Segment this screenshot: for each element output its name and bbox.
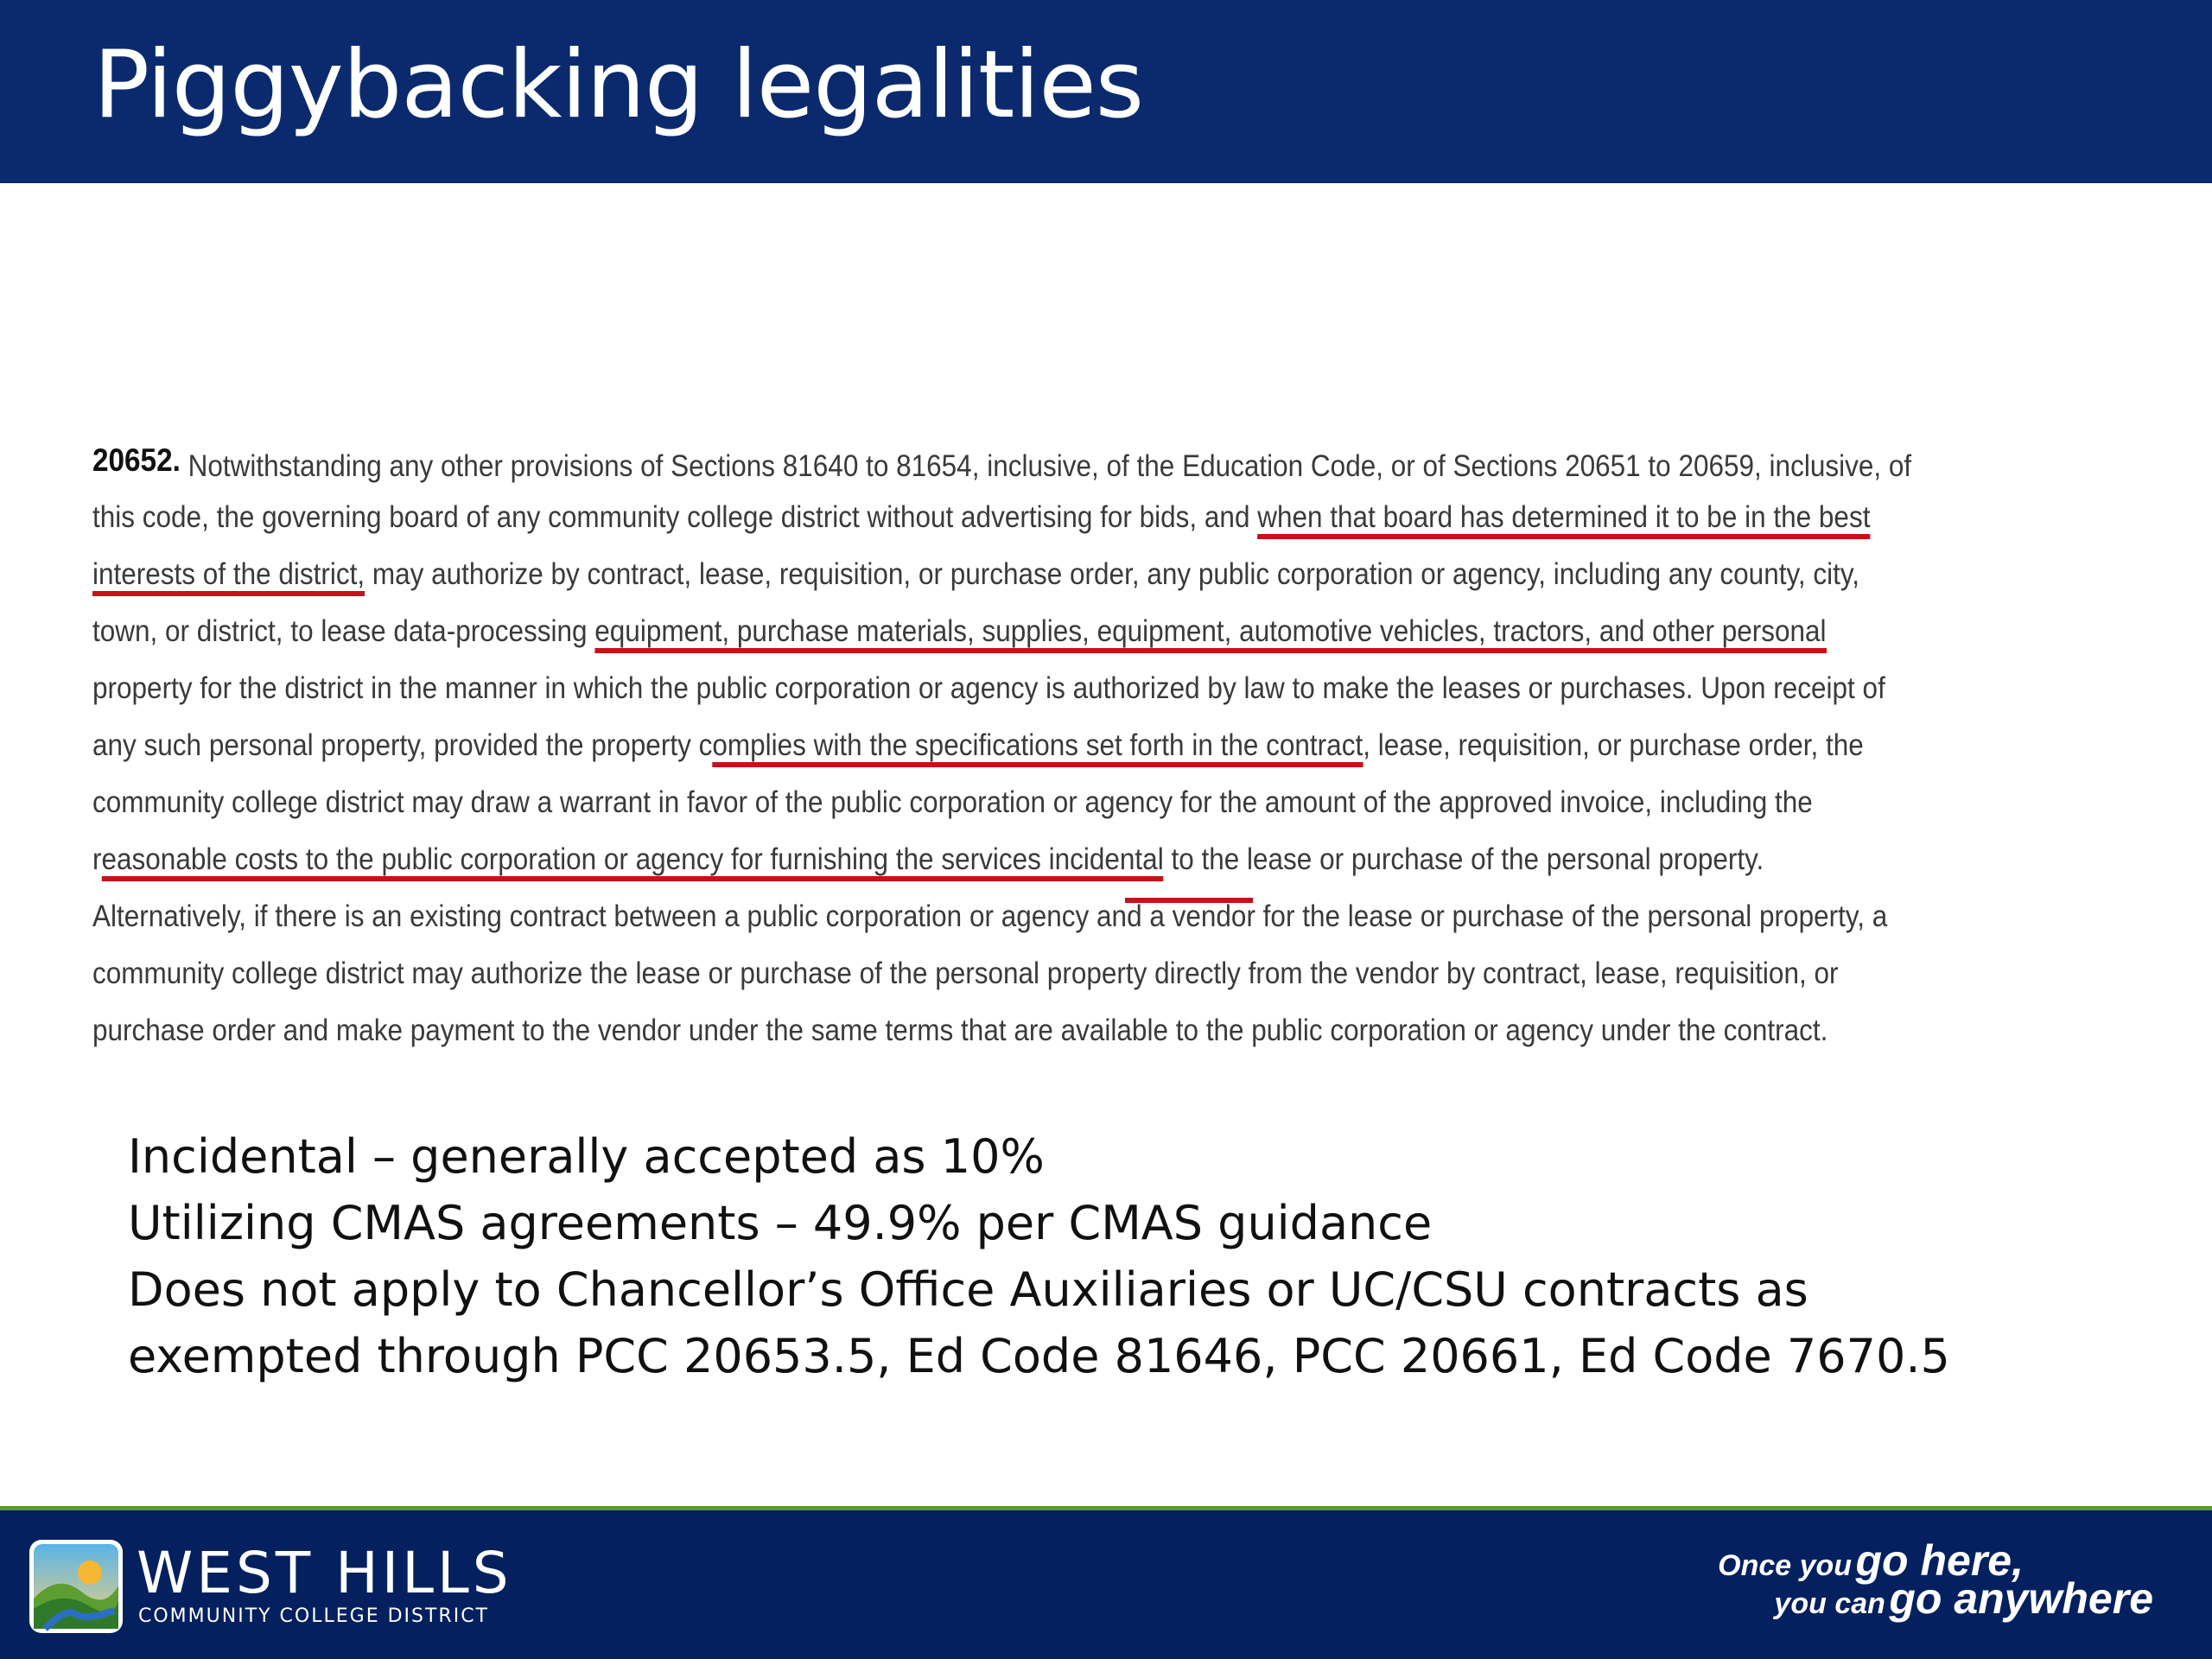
- statute-line-8: [92, 834, 1764, 886]
- statute-line-3: [92, 549, 1859, 601]
- statute-text: , lease, requisition, or purchase order, the: [1363, 728, 1864, 762]
- page-title: Piggybacking legalities: [93, 31, 1144, 139]
- statute-text: r: [92, 842, 102, 876]
- tagline-go-here: go here,: [1855, 1536, 2024, 1585]
- statute-text: community college district may authorize the lease or purchase of the personal property directly from the vendor by contract, lease, requisition, or: [92, 957, 1839, 990]
- header-bar: [0, 0, 2212, 183]
- tagline-go-anywhere: go anywhere: [1889, 1574, 2153, 1623]
- statute-text: Alternatively, if there is an existing contract between a public corporation or agency and a vendor for the lease or purchase of the personal property, a: [92, 899, 1888, 933]
- underlined-phrase: interests of the district,: [92, 557, 365, 596]
- brand-name: WEST HILLS: [137, 1540, 512, 1606]
- statute-text: town, or district, to lease data-processing: [92, 614, 595, 648]
- statute-text: purchase order and make payment to the vendor under the same terms that are available to the public corporation or agency under the contract.: [92, 1014, 1828, 1047]
- statute-line-2: [92, 492, 1870, 543]
- statute-text: any such personal property, provided the property c: [92, 728, 713, 762]
- tagline-you-can: you can: [1774, 1587, 1885, 1620]
- notes-list: [128, 1123, 2115, 1389]
- statute-text: community college district may draw a warrant in favor of the public corporation or agency for the amount of the approved invoice, including the: [92, 785, 1813, 819]
- statute-text: this code, the governing board of any community college district without advertising for bids, and: [92, 500, 1258, 534]
- note-cmas: Utilizing CMAS agreements – 49.9% per CMAS guidance: [128, 1196, 1433, 1250]
- statute-text: may authorize by contract, lease, requisition, or purchase order, any public corporation or agency, including any county, city,: [365, 557, 1860, 591]
- statute-line-11: [92, 1005, 1827, 1057]
- statute-excerpt: [92, 435, 2080, 1074]
- statute-line-9: [92, 891, 1887, 943]
- note-exemption: Does not apply to Chancellor’s Office Auxiliaries or UC/CSU contracts as: [128, 1262, 1808, 1317]
- statute-text: property for the district in the manner in which the public corporation or agency is authorized by law to make the leases or purchases. Upon receipt of: [92, 671, 1885, 705]
- statute-line-10: [92, 948, 1838, 1000]
- brand-subtitle: COMMUNITY COLLEGE DISTRICT: [138, 1605, 489, 1627]
- statute-line-1: [92, 435, 1911, 486]
- statute-text: to the lease or purchase of the personal property.: [1163, 842, 1764, 876]
- tagline-once-you: Once you: [1718, 1549, 1853, 1582]
- west-hills-logo-icon: [28, 1538, 124, 1635]
- underlined-phrase: omplies with the specifications set forth in the contract: [712, 728, 1363, 767]
- statute-line-7: [92, 777, 1813, 829]
- section-number: 20652.: [92, 442, 181, 478]
- note-incidental: Incidental – generally accepted as 10%: [128, 1129, 1045, 1184]
- underlined-phrase: when that board has determined it to be in the best: [1257, 500, 1870, 539]
- statute-line-4: [92, 606, 1827, 658]
- statute-line-6: [92, 720, 1864, 772]
- statute-text: Notwithstanding any other provisions of Sections 81640 to 81654, inclusive, of the Education Code, or of Sections 20651 to 20659, inclusive, of: [188, 449, 1912, 483]
- underlined-phrase: easonable costs to the public corporation or agency for furnishing the services incidental: [101, 842, 1163, 881]
- note-exemption-citations: exempted through PCC 20653.5, Ed Code 81646, PCC 20661, Ed Code 7670.5: [128, 1329, 1950, 1383]
- tagline-line-2: [1774, 1574, 2153, 1634]
- statute-line-5: [92, 663, 1885, 715]
- underlined-phrase: equipment, purchase materials, supplies, equipment, automotive vehicles, tractors, and other personal: [594, 614, 1826, 653]
